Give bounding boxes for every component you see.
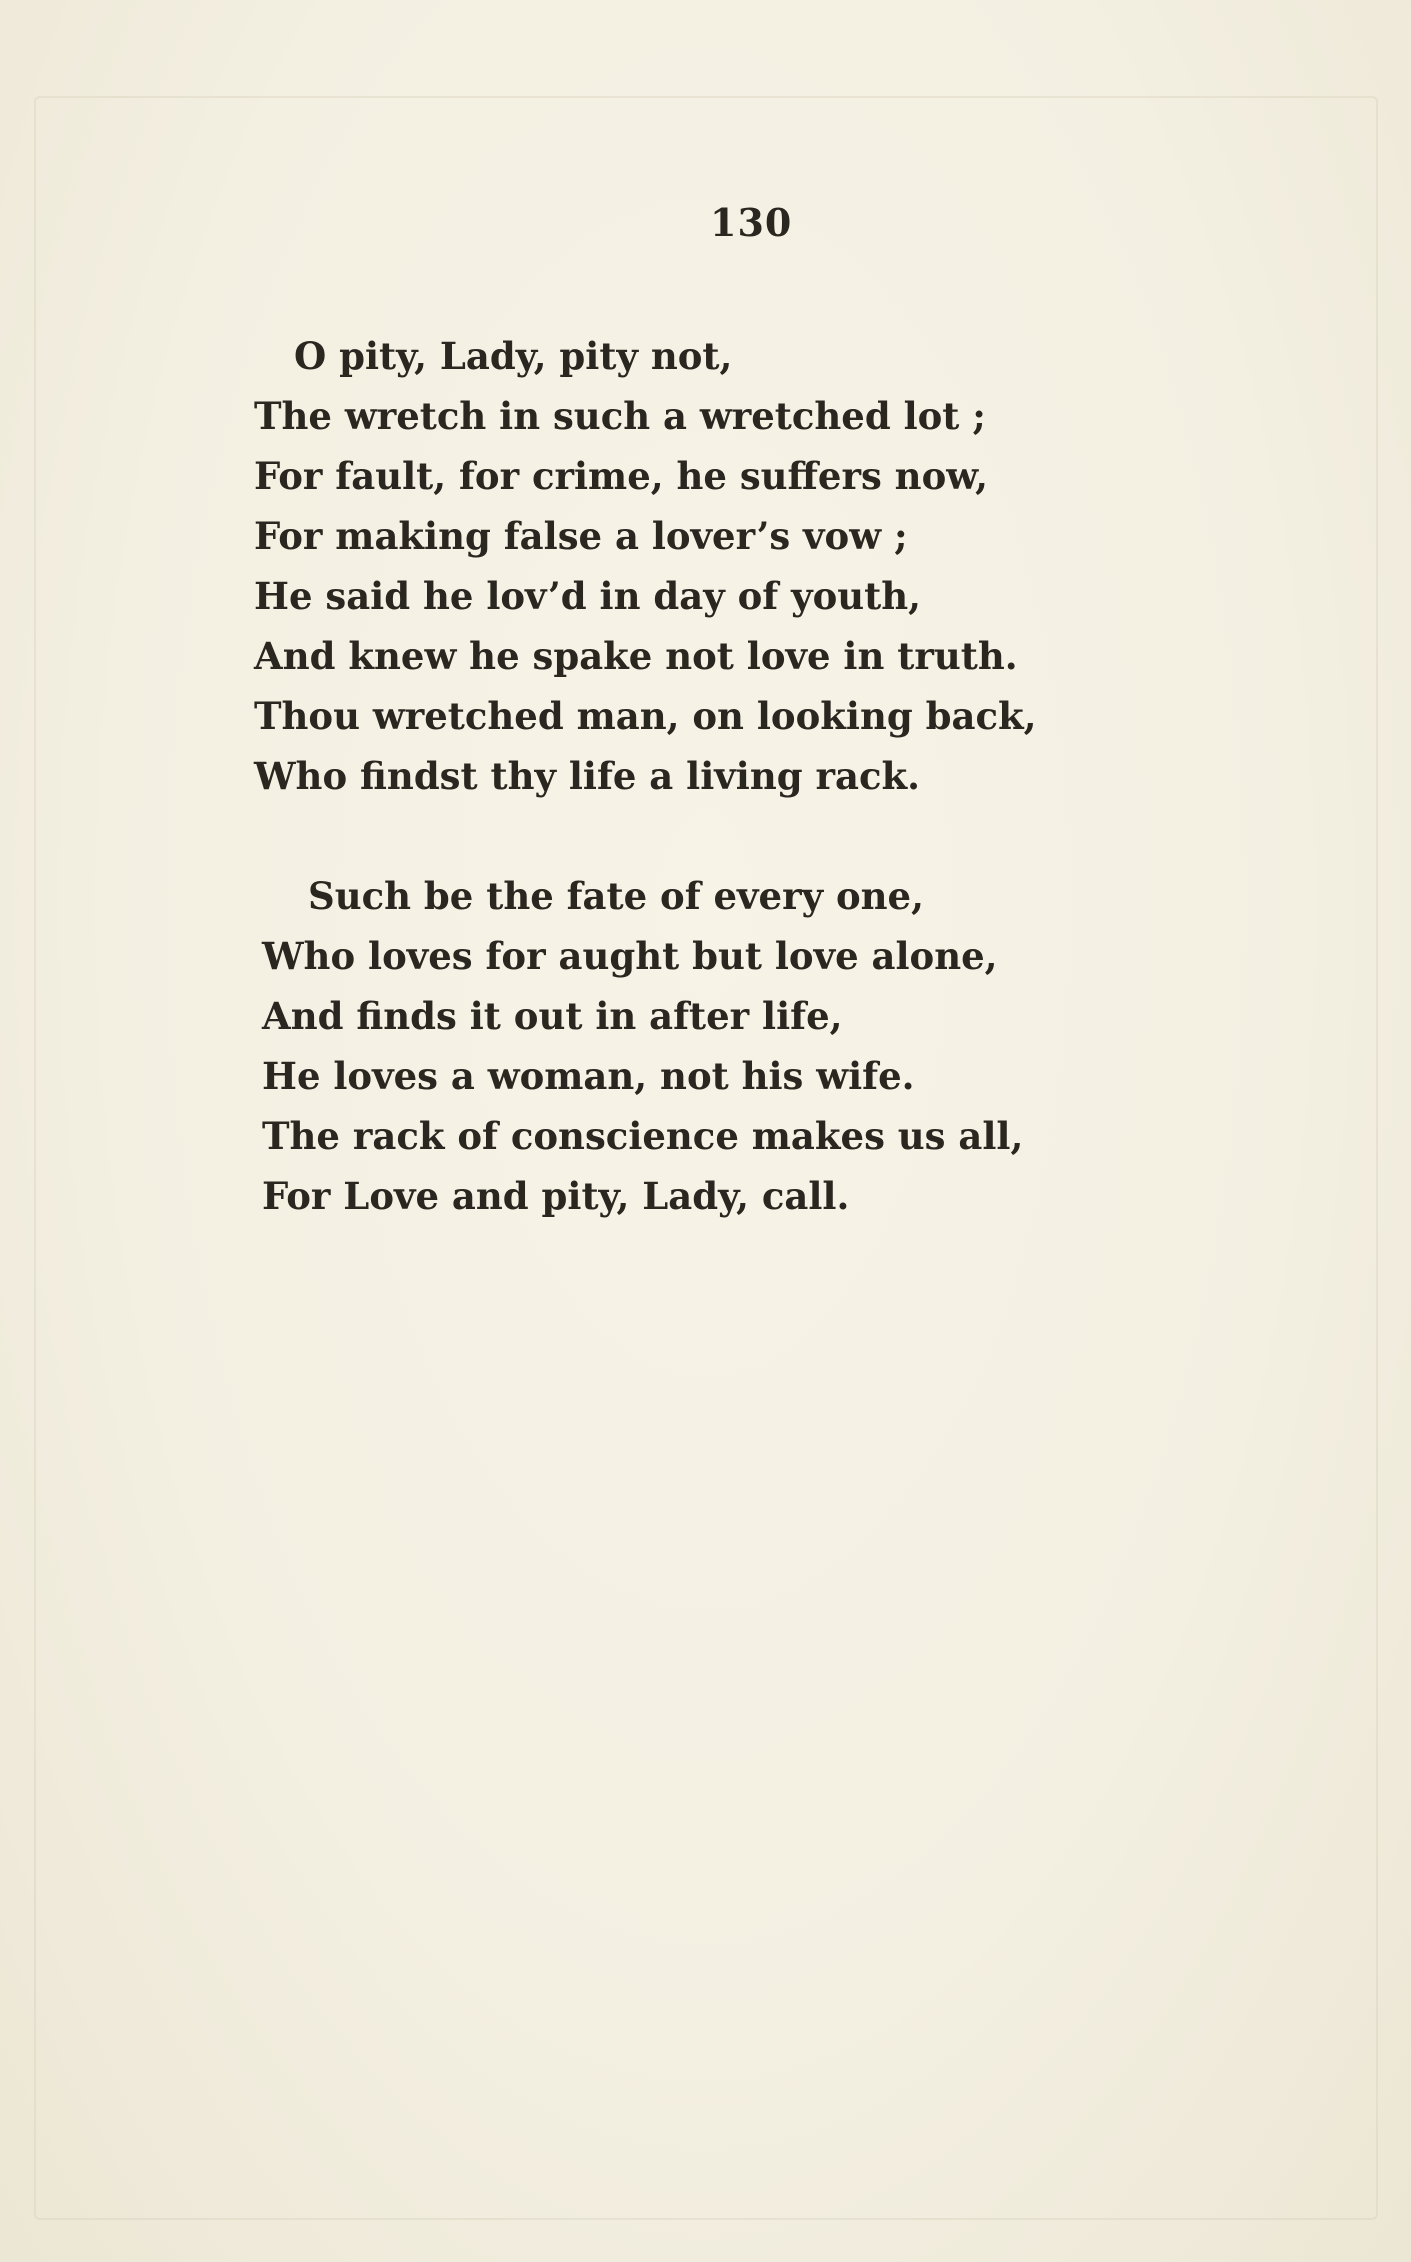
poem-line: He said he lov’d in day of youth, (254, 574, 922, 618)
poem-line: Who findst thy life a living rack. (254, 754, 920, 798)
poem-line: Who loves for aught but love alone, (262, 934, 998, 978)
poem-line: For making false a lover’s vow ; (254, 514, 908, 558)
poem-line: He loves a woman, not his wife. (262, 1054, 915, 1098)
poem-line: The rack of conscience makes us all, (262, 1114, 1024, 1158)
poem-line: For fault, for crime, he suffers now, (254, 454, 988, 498)
poem-line: Such be the fate of every one, (308, 874, 924, 918)
poem-line: And finds it out in after life, (262, 994, 843, 1038)
poem-line: The wretch in such a wretched lot ; (254, 394, 986, 438)
stanza-1 (254, 326, 1037, 806)
poem-line: O pity, Lady, pity not, (294, 334, 733, 378)
poem-line: Thou wretched man, on looking back, (254, 694, 1037, 738)
stanza-2 (262, 866, 1023, 1226)
poem-line: For Love and pity, Lady, call. (262, 1174, 850, 1218)
page-number: 130 (710, 200, 793, 245)
poem-line: And knew he spake not love in truth. (254, 634, 1018, 678)
